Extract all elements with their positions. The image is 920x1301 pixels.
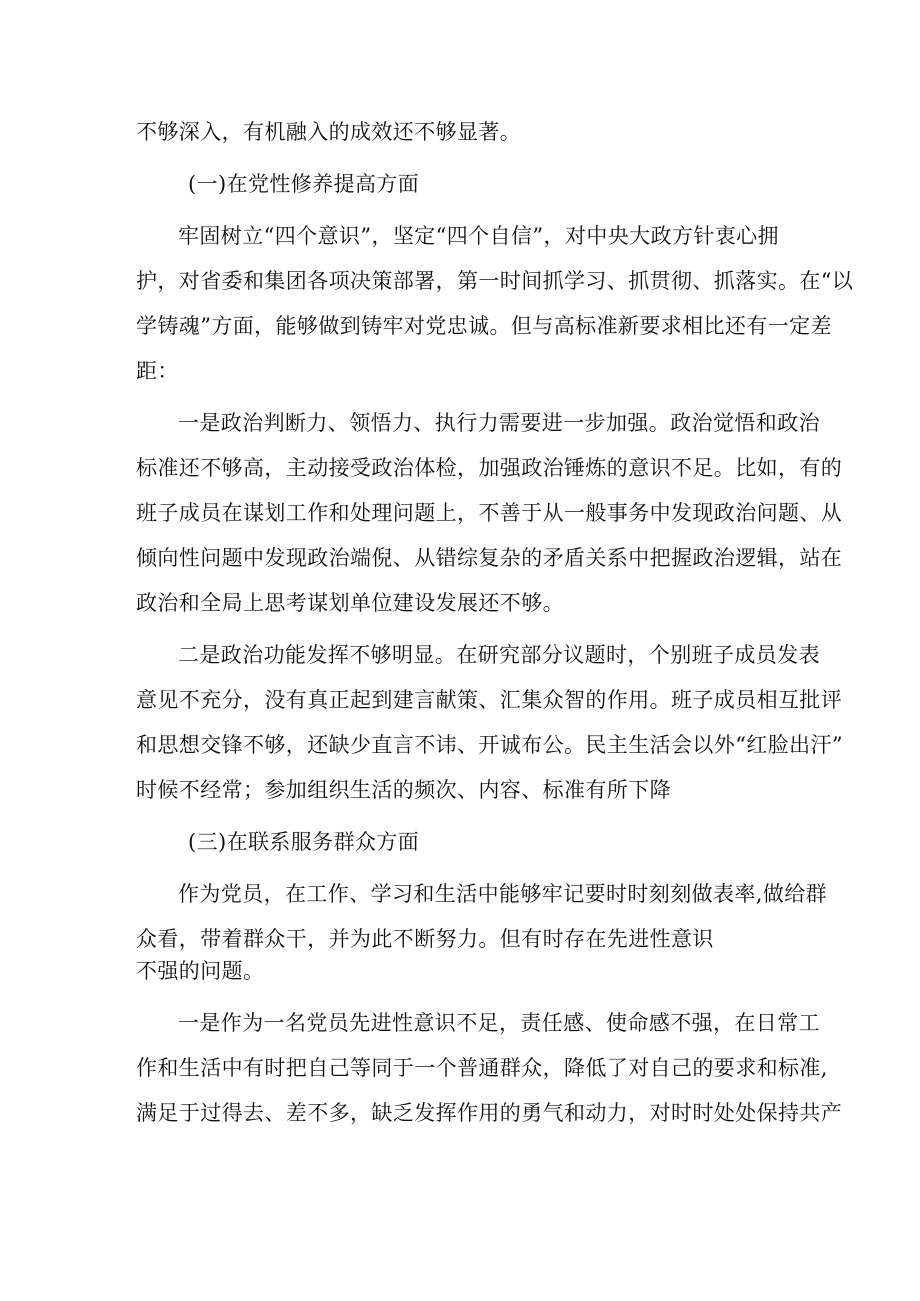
paragraph-line: 时候不经常；参加组织生活的频次、内容、标准有所下降 (136, 778, 671, 802)
paragraph-line: 学铸魂”方面，能够做到铸牢对党忠诚。但与高标准新要求相比还有一定差 (136, 314, 832, 338)
paragraph-line: 倾向性问题中发现政治端倪、从错综复杂的矛盾关系中把握政治逻辑，站在 (136, 546, 843, 570)
paragraph-line: 班子成员在谋划工作和处理问题上，不善于从一般事务中发现政治问题、从 (136, 501, 843, 525)
paragraph-line: 牢固树立“四个意识”，坚定“四个自信”，对中央大政方针衷心拥 (178, 224, 779, 248)
paragraph-line: 满足于过得去、差不多，缺乏发挥作用的勇气和动力，对时时处处保持共产 (136, 1101, 843, 1125)
paragraph-line: 护，对省委和集团各项决策部署，第一时间抓学习、抓贯彻、抓落实。在“以 (136, 269, 854, 293)
section-heading-party-spirit: (一)在党性修养提高方面 (188, 172, 420, 196)
paragraph-line: 作为党员，在工作、学习和生活中能够牢记要时时刻刻做表率,做给群 (178, 882, 828, 906)
paragraph-line: 标准还不够高，主动接受政治体检，加强政治锤炼的意识不足。比如，有的 (136, 456, 843, 480)
paragraph-line: 一是政治判断力、领悟力、执行力需要进一步加强。政治觉悟和政治 (178, 411, 820, 435)
paragraph-line: 众看，带着群众干，并为此不断努力。但有时存在先进性意识 (136, 927, 714, 951)
section-heading-serving-masses: (三)在联系服务群众方面 (188, 830, 420, 854)
paragraph-line: 距： (136, 359, 179, 383)
paragraph-line: 不强的问题。 (136, 959, 265, 983)
paragraph-line: 一是作为一名党员先进性意识不足，责任感、使命感不强，在日常工 (178, 1011, 820, 1035)
paragraph-line: 二是政治功能发挥不够明显。在研究部分议题时，个别班子成员发表 (178, 643, 820, 667)
paragraph-line: 政治和全局上思考谋划单位建设发展还不够。 (136, 591, 564, 615)
paragraph-line: 作和生活中有时把自己等同于一个普通群众，降低了对自己的要求和标准, (136, 1056, 828, 1080)
paragraph-line: 意见不充分，没有真正起到建言献策、汇集众智的作用。班子成员相互批评 (136, 688, 843, 712)
paragraph-line: 和思想交锋不够，还缺少直言不讳、开诚布公。民主生活会以外“红脸出汗” (136, 733, 844, 757)
paragraph-line-continuation: 不够深入，有机融入的成效还不够显著。 (136, 120, 522, 144)
